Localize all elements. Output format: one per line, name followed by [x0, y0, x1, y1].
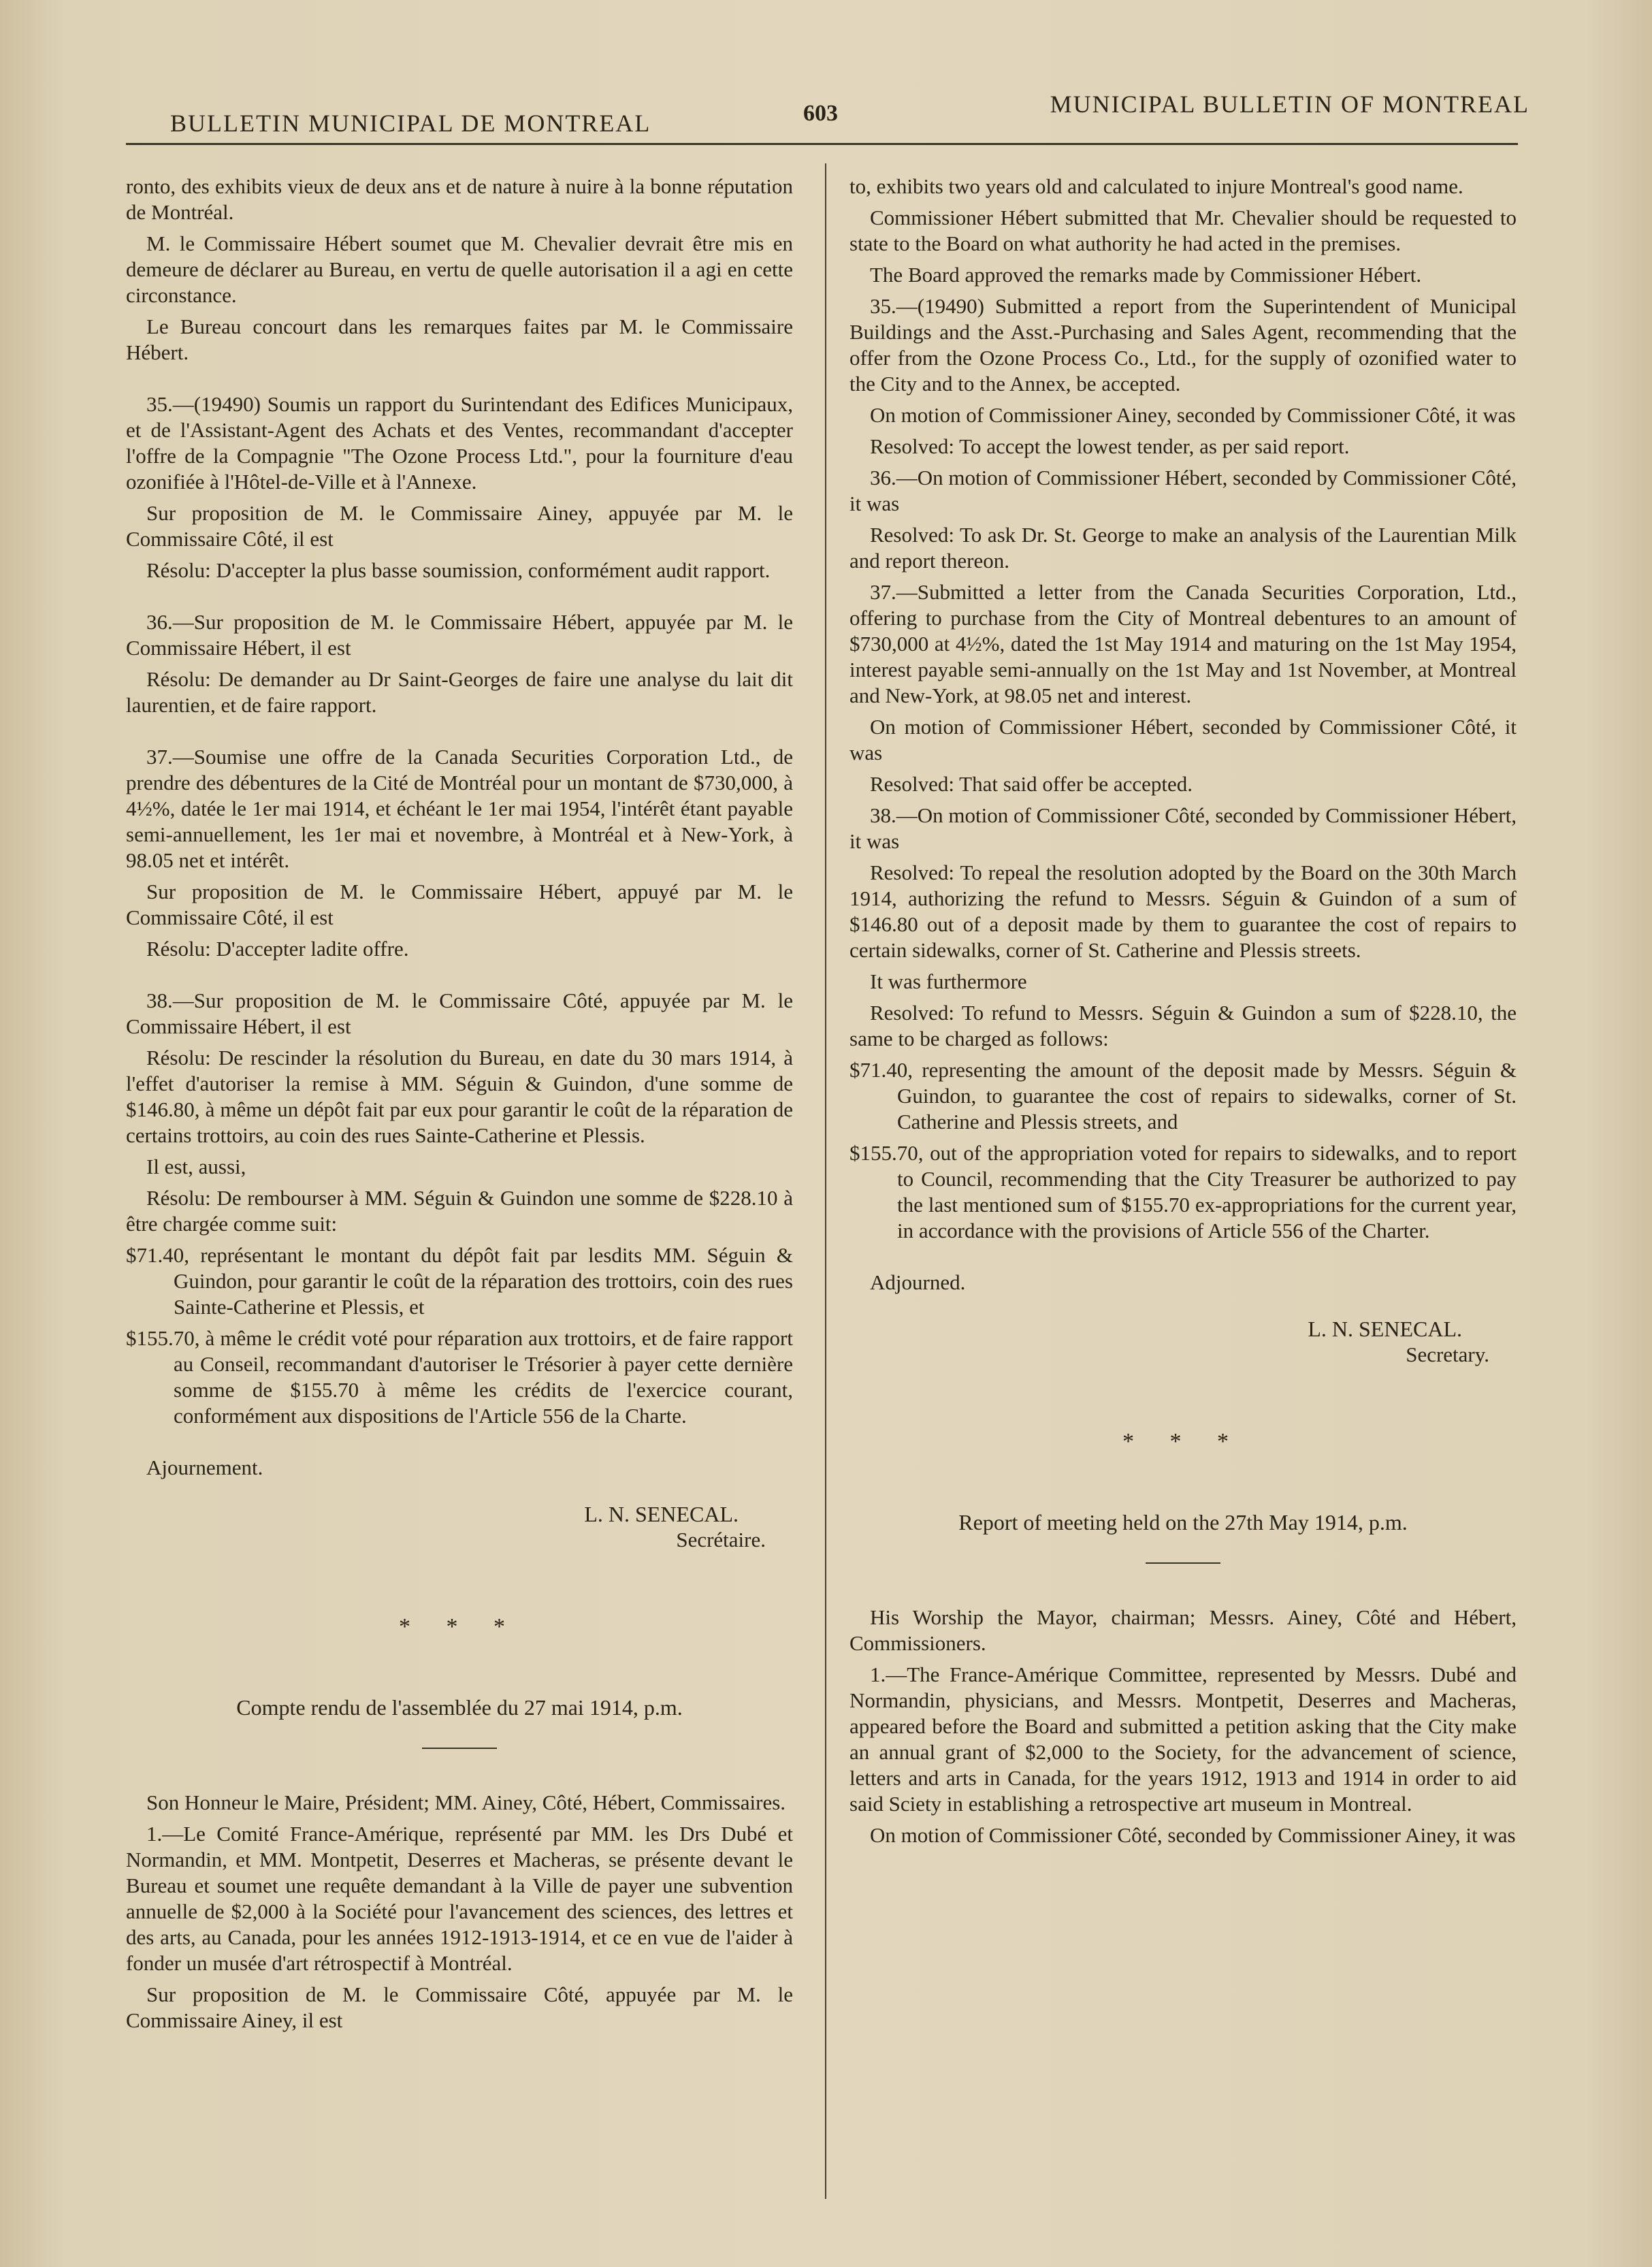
french-column — [126, 174, 793, 2039]
meeting-title: Compte rendu de l'assemblée du 27 mai 1914, p.m. — [236, 1695, 683, 1720]
item-1: 1.—Le Comité France-Amérique, représenté par MM. les Drs Dubé et Normandin, et MM. Montpetit, Deserres et Macheras, se présente devant le Bureau et soumet une requête demandant à la Ville de payer une subvention annuelle de $2,000 à la Société pour l'avancement des sciences, des lettres et des arts, au Canada, pour les années 1912-1913-1914, et ce en vue de l'aider à fonder un musée d'art rétrospectif à Montréal. — [126, 1822, 793, 1975]
signature-name: L. N. SENECAL. — [584, 1502, 739, 1526]
paragraph: Resolved: To repeal the resolution adopted by the Board on the 30th March 1914, authorizing the refund to Messrs. Séguin & Guindon of a sum of $146.80 out of a deposit made by them to guarantee the cost of repairs to certain sidewalks, corner of St. Catherine and Plessis streets. — [849, 861, 1517, 962]
attendance: His Worship the Mayor, chairman; Messrs. Ainey, Côté and Hébert, Commissioners. — [849, 1605, 1517, 1655]
paragraph: Il est, aussi, — [146, 1155, 246, 1178]
paragraph: Resolved: To ask Dr. St. George to make an analysis of the Laurentian Milk and report thereon. — [849, 523, 1517, 573]
paragraph: Résolu: De rescinder la résolution du Bureau, en date du 30 mars 1914, à l'effet d'autoriser la remise à MM. Séguin & Guindon, d'une somme de $146.80, à même un dépôt fait par eux pour garantir le coût de la réparation de certains trottoirs, au coin des rues Sainte-Catherine et Plessis. — [126, 1046, 793, 1147]
paragraph: M. le Commissaire Hébert soumet que M. Chevalier devrait être mis en demeure de déclarer au Bureau, en vertu de quelle autorisation il a agi en cette circonstance. — [126, 231, 793, 307]
item-38: 38.—Sur proposition de M. le Commissaire Côté, appuyée par M. le Commissaire Hébert, il est — [126, 988, 793, 1038]
item-36: 36.—On motion of Commissioner Hébert, seconded by Commissioner Côté, it was — [849, 466, 1517, 515]
item-36: 36.—Sur proposition de M. le Commissaire Hébert, appuyée par M. le Commissaire Hébert, il est — [126, 610, 793, 660]
header-title-english: MUNICIPAL BULLETIN OF MONTREAL — [1050, 91, 1529, 118]
signature-title: Secretary. — [1406, 1342, 1489, 1366]
paragraph: It was furthermore — [870, 969, 1027, 993]
page-number: 603 — [803, 101, 838, 126]
header-rule — [126, 143, 1518, 145]
paragraph: ronto, des exhibits vieux de deux ans et de nature à nuire à la bonne réputation de Montréal. — [126, 174, 793, 224]
item-37: 37.—Submitted a letter from the Canada Securities Corporation, Ltd., offering to purchase from the City of Montreal debentures to an amount of $730,000 at 4½%, dated the 1st May 1914 and maturing on the 1st May 1954, interest payable semi-annually on the 1st May and 1st November, at Montreal and New-York, at 98.05 net and interest. — [849, 580, 1517, 707]
column-divider — [825, 163, 826, 2199]
item-37: 37.—Soumise une offre de la Canada Securities Corporation Ltd., de prendre des débentures de la Cité de Montréal pour un montant de $730,000, à 4½%, datée le 1er mai 1914, et échéant le 1er mai 1954, l'intérêt étant payable semi-annuellement, les 1er mai et novembre, à Montréal et à New-York, à 98.05 net et intérêt. — [126, 745, 793, 872]
paragraph: On motion of Commissioner Ainey, seconded by Commissioner Côté, it was — [870, 403, 1516, 427]
paragraph: Résolu: D'accepter ladite offre. — [146, 937, 409, 961]
charge-item: $155.70, out of the appropriation voted for repairs to sidewalks, and to report to Council, recommending that the City Treasurer be authorized to pay the last mentioned sum of $155.70 ex-appropriations for the current year, in accordance with the provisions of Article 556 of the Charter. — [849, 1141, 1517, 1242]
paragraph: to, exhibits two years old and calculated to injure Montreal's good name. — [849, 174, 1463, 198]
paragraph: Sur proposition de M. le Commissaire Côté, appuyée par M. le Commissaire Ainey, il est — [126, 1982, 793, 2032]
section-separator: * * * — [1122, 1429, 1244, 1454]
signature-name: L. N. SENECAL. — [1308, 1317, 1462, 1341]
paragraph: Résolu: D'accepter la plus basse soumission, conformément audit rapport. — [146, 558, 771, 582]
paragraph: Resolved: To accept the lowest tender, as per said report. — [870, 434, 1350, 458]
running-header — [123, 82, 1529, 136]
paragraph: Le Bureau concourt dans les remarques faites par M. le Commissaire Hébert. — [126, 315, 793, 364]
charge-item: $155.70, à même le crédit voté pour réparation aux trottoirs, et de faire rapport au Conseil, recommandant d'autoriser le Trésorier à payer cette dernière somme de $155.70 à même les crédits de l'exercice courant, conformément aux dispositions de l'Article 556 de la Charte. — [126, 1326, 793, 1428]
title-rule — [1146, 1562, 1220, 1564]
paragraph: Sur proposition de M. le Commissaire Hébert, appuyé par M. le Commissaire Côté, il est — [126, 880, 793, 929]
paragraph: Resolved: That said offer be accepted. — [870, 772, 1193, 796]
paragraph: On motion of Commissioner Côté, seconded by Commissioner Ainey, it was — [870, 1823, 1516, 1847]
section-separator: * * * — [399, 1614, 520, 1639]
paragraph: On motion of Commissioner Hébert, seconded by Commissioner Côté, it was — [849, 715, 1517, 765]
signature-title: Secrétaire. — [676, 1528, 766, 1551]
paragraph: Resolved: To refund to Messrs. Séguin & Guindon a sum of $228.10, the same to be charged as follows: — [849, 1001, 1517, 1050]
paragraph: The Board approved the remarks made by Commissioner Hébert. — [870, 263, 1422, 287]
meeting-title: Report of meeting held on the 27th May 1914, p.m. — [958, 1510, 1408, 1534]
item-35: 35.—(19490) Soumis un rapport du Surintendant des Edifices Municipaux, et de l'Assistant-Agent des Achats et des Ventes, recommandant d'accepter l'offre de la Compagnie "The Ozone Process Ltd.", pour la fourniture d'eau ozonifiée à l'Hôtel-de-Ville et à l'Annexe. — [126, 392, 793, 494]
english-column — [849, 174, 1517, 1854]
item-1: 1.—The France-Amérique Committee, represented by Messrs. Dubé and Normandin, physicians, and Messrs. Montpetit, Deserres and Macheras, appeared before the Board and submitted a petition asking that the City make an annual grant of $2,000 to the Society, for the advancement of science, letters and arts in Canada, for the years 1912, 1913 and 1914 in order to aid said Sciety in establishing a retrospective art museum in Montreal. — [849, 1662, 1517, 1816]
paragraph: Commissioner Hébert submitted that Mr. Chevalier should be requested to state to the Board on what authority he had acted in the premises. — [849, 206, 1517, 255]
paragraph: Résolu: De rembourser à MM. Séguin & Guindon une somme de $228.10 à être chargée comme suit: — [126, 1186, 793, 1236]
adjournment: Adjourned. — [870, 1270, 966, 1294]
charge-item: $71.40, représentant le montant du dépôt fait par lesdits MM. Séguin & Guindon, pour garantir le coût de la réparation des trottoirs, coin des rues Sainte-Catherine et Plessis, et — [126, 1243, 793, 1319]
paragraph: Résolu: De demander au Dr Saint-Georges de faire une analyse du lait dit laurentien, et de faire rapport. — [126, 667, 793, 717]
attendance: Son Honneur le Maire, Président; MM. Ainey, Côté, Hébert, Commissaires. — [146, 1790, 786, 1814]
header-title-french: BULLETIN MUNICIPAL DE MONTREAL — [170, 110, 651, 137]
charge-item: $71.40, representing the amount of the deposit made by Messrs. Séguin & Guindon, to guarantee the cost of repairs to sidewalks, corner of St. Catherine and Plessis streets, and — [849, 1058, 1517, 1134]
adjournment: Ajournement. — [146, 1456, 263, 1479]
paragraph: Sur proposition de M. le Commissaire Ainey, appuyée par M. le Commissaire Côté, il est — [126, 501, 793, 551]
title-rule — [422, 1748, 497, 1749]
item-38: 38.—On motion of Commissioner Côté, seconded by Commissioner Hébert, it was — [849, 803, 1517, 853]
item-35: 35.—(19490) Submitted a report from the Superintendent of Municipal Buildings and the Asst.-Purchasing and Sales Agent, recommending that the offer from the Ozone Process Co., Ltd., for the supply of ozonified water to the City and to the Annex, be accepted. — [849, 294, 1517, 396]
